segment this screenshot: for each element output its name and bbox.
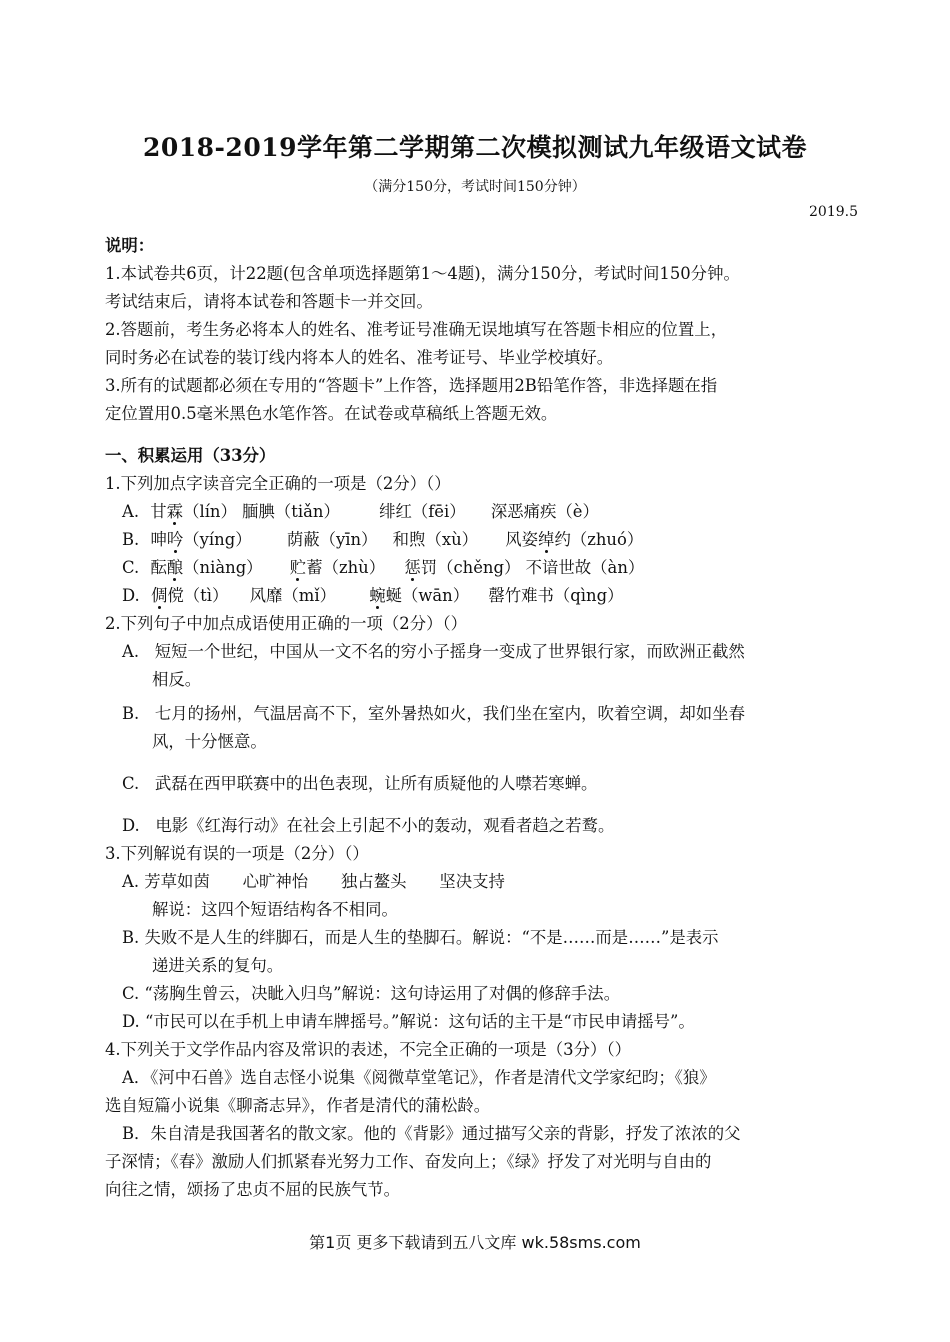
option-item: 贮蓄（zhù） — [289, 558, 386, 577]
option-item: 绯红（fēi） — [379, 502, 466, 521]
question-stem: 1.下列加点字读音完全正确的一项是（2分）（） — [105, 474, 451, 493]
option-label: B. — [122, 704, 140, 723]
question-stem: 3.下列解说有误的一项是（2分）（） — [105, 844, 369, 863]
option-item: 和煦（xù） — [392, 530, 479, 549]
option-text: 七月的扬州，气温居高不下，室外暑热如火，我们坐在室内，吹着空调，却如坐春 — [154, 704, 745, 723]
option-label: B. — [122, 530, 140, 549]
instruction-line: 考试结束后，请将本试卷和答题卡一并交回。 — [105, 292, 433, 311]
option-label: A. — [122, 502, 140, 521]
q2-option-a — [105, 638, 850, 666]
q3-option-d — [105, 1008, 850, 1036]
option-item: 深恶痛疾（è） — [490, 502, 599, 521]
option-item: 风姿绰约（zhuó） — [505, 530, 644, 549]
option-continuation: 风，十分惬意。 — [152, 732, 267, 751]
question-stem: 4.下列关于文学作品内容及常识的表述，不完全正确的一项是（3分）（） — [105, 1040, 631, 1059]
option-text: 失败不是人生的绊脚石，而是人生的垫脚石。解说：“不是……而是……”是表示 — [144, 928, 719, 947]
q2-option-b — [105, 700, 850, 728]
option-text: “荡胸生曾云，决眦入归鸟”解说：这句诗运用了对偶的修辞手法。 — [144, 984, 621, 1003]
subtitle: （满分150分，考试时间150分钟） — [364, 179, 586, 195]
instruction-line: 同时务必在试卷的装订线内将本人的姓名、准考证号、毕业学校填好。 — [105, 348, 614, 367]
page-title: 2018-2019学年第二学期第二次模拟测试九年级语文试卷 — [142, 133, 808, 162]
option-text: “市民可以在手机上申请车牌摇号。”解说：这句话的主干是“市民申请摇号”。 — [145, 1012, 695, 1031]
option-label: D. — [122, 1012, 140, 1031]
option-item: 风靡（mǐ） — [249, 586, 336, 605]
q4-text-line: 向往之情，颂扬了忠贞不屈的民族气节。 — [105, 1180, 401, 1199]
q2-option-c — [105, 770, 850, 798]
option-label: A. — [122, 872, 140, 891]
q2-option-d — [105, 812, 850, 840]
option-item: 酝酿（niàng） — [150, 558, 263, 577]
page-footer: 第1页 更多下载请到五八文库 wk.58sms.com — [309, 1233, 641, 1252]
q4-text-line: A．《河中石兽》选自志怪小说集《阅微草堂笔记》，作者是清代文学家纪昀；《狼》 — [122, 1068, 716, 1087]
exam-date: 2019.5 — [809, 204, 858, 220]
q1-option-b — [105, 526, 850, 554]
option-item: 甘霖（lín） — [150, 502, 237, 521]
option-item: 倜傥（tì） — [151, 586, 229, 605]
option-label: C. — [122, 774, 140, 793]
option-label: D. — [122, 816, 140, 835]
exam-content — [105, 232, 850, 1204]
option-label: D. — [122, 586, 140, 605]
instructions-heading: 说明： — [105, 236, 155, 255]
option-item: 呻吟（yíng） — [150, 530, 252, 549]
option-label: C. — [122, 984, 140, 1003]
option-continuation: 递进关系的复句。 — [152, 956, 284, 975]
question-stem: 2.下列句子中加点成语使用正确的一项（2分）（） — [105, 614, 468, 633]
option-item: 不谙世故（àn） — [525, 558, 645, 577]
option-text: 短短一个世纪，中国从一文不名的穷小子摇身一变成了世界银行家，而欧洲正截然 — [154, 642, 745, 661]
option-label: C. — [122, 558, 140, 577]
q1-option-a — [105, 498, 850, 526]
q4-text-line: B．朱自清是我国著名的散文家。他的《背影》通过描写父亲的背影，抒发了浓浓的父 — [122, 1124, 741, 1143]
q4-text-line: 子深情；《春》激励人们抓紧春光努力工作、奋发向上；《绿》抒发了对光明与自由的 — [105, 1152, 712, 1171]
option-item: 惩罚（chěng） — [404, 558, 521, 577]
option-continuation: 相反。 — [152, 670, 202, 689]
option-item: 腼腆（tiǎn） — [242, 502, 340, 521]
q1-option-d — [105, 582, 850, 610]
q3-option-c — [105, 980, 850, 1008]
instruction-line: 2.答题前，考生务必将本人的姓名、准考证号准确无误地填写在答题卡相应的位置上， — [105, 320, 728, 339]
option-text: 武磊在西甲联赛中的出色表现，让所有质疑他的人噤若寒蝉。 — [154, 774, 598, 793]
q4-text-line: 选自短篇小说集《聊斋志异》，作者是清代的蒲松龄。 — [105, 1096, 491, 1115]
option-text: 电影《红海行动》在社会上引起不小的轰动，观看者趋之若鹜。 — [155, 816, 615, 835]
instruction-line: 定位置用0.5毫米黑色水笔作答。在试卷或草稿纸上答题无效。 — [105, 404, 558, 423]
instruction-line: 3.所有的试题都必须在专用的“答题卡”上作答，选择题用2B铅笔作答，非选择题在指 — [105, 376, 718, 395]
option-item: 罄竹难书（qìng） — [488, 586, 624, 605]
instruction-line: 1.本试卷共6页，计22题(包含单项选择题第1～4题)，满分150分，考试时间150分钟。 — [105, 264, 740, 283]
option-label: B. — [122, 928, 140, 947]
option-label: A. — [122, 642, 140, 661]
option-item: 蜿蜒（wān） — [369, 586, 470, 605]
option-item: 荫蔽（yīn） — [286, 530, 378, 549]
q3-option-b — [105, 924, 850, 952]
option-continuation: 解说：这四个短语结构各不相同。 — [152, 900, 398, 919]
q1-option-c — [105, 554, 850, 582]
option-text: 芳草如茵 心旷神怡 独占鳌头 坚决支持 — [144, 872, 505, 891]
q3-option-a — [105, 868, 850, 896]
section-heading: 一、积累运用（33分） — [105, 446, 276, 465]
